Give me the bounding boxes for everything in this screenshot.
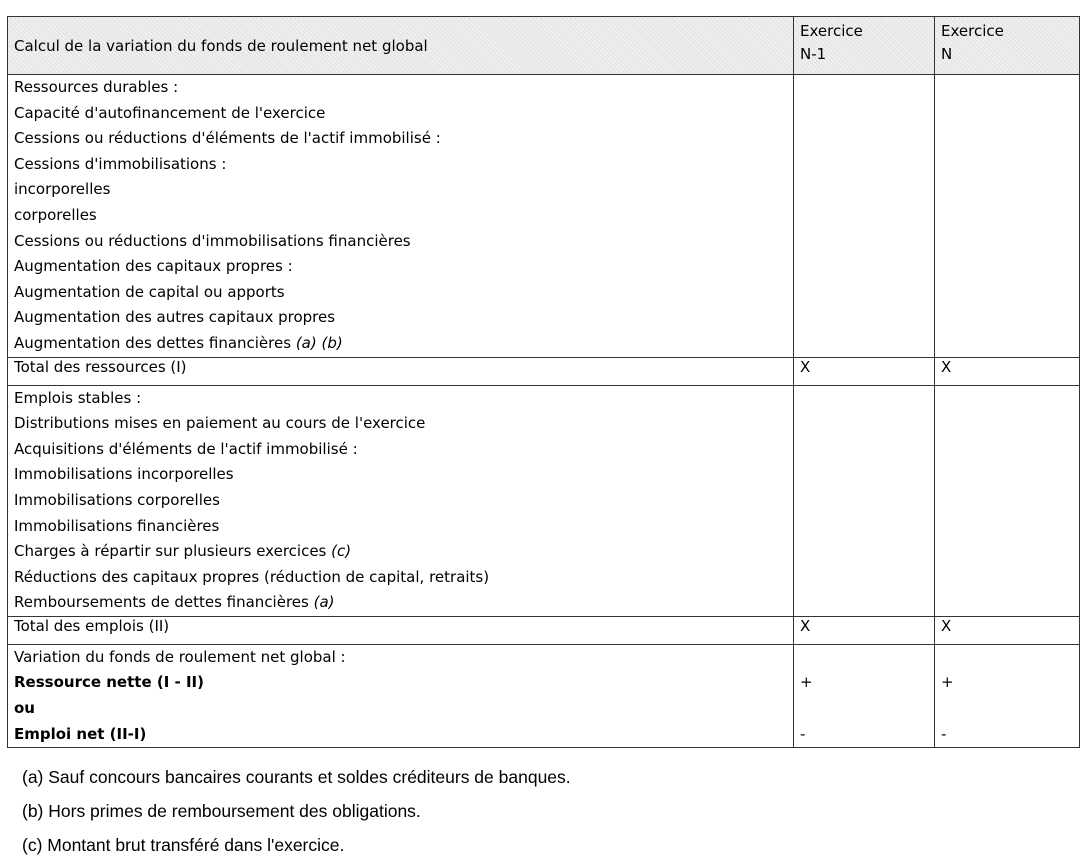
uses-line: Emplois stables : [14,388,142,407]
uses-curr-cell [935,385,1080,616]
uses-line: Immobilisations corporelles [14,490,220,509]
variation-title: Variation du fonds de roulement net global : [14,647,346,666]
footnote-c: (c) Montant brut transféré dans l'exercice. [22,835,345,855]
variation-lines [8,644,794,747]
footnote-a: (a) Sauf concours bancaires courants et soldes créditeurs de banques. [22,767,571,787]
total-uses-row [8,616,1080,644]
resources-line: Ressources durables : [14,78,179,96]
uses-line: Réductions des capitaux propres (réduction de capital, retraits) [14,567,490,586]
resources-line: Cessions d'immobilisations : [14,154,227,173]
variation-curr-cell [935,644,1080,747]
uses-prev-cell [794,385,935,616]
variation-prev-cell [794,644,935,747]
uses-line: Immobilisations incorporelles [14,465,234,484]
uses-lines [8,385,794,616]
total-resources-row [8,357,1080,385]
total-uses-curr: X [935,616,1080,644]
resources-lines [8,75,794,358]
column-header-prev: Exercice N-1 [794,17,935,75]
total-uses-prev: X [794,616,935,644]
resources-line: Cessions ou réductions d'immobilisations financières [14,231,411,250]
total-uses-label: Total des emplois (II) [8,616,794,644]
curr-minus-sign: - [941,724,947,743]
variation-section [8,644,1080,747]
resources-prev-cell [794,75,935,358]
fonds-roulement-table [7,16,1080,748]
footnote-ref-ab: (a) (b) [295,333,343,352]
resources-curr-cell [935,75,1080,358]
table-header-row [8,17,1080,75]
resources-line: corporelles [14,205,97,224]
curr-plus-sign: + [941,673,954,692]
total-resources-prev: X [794,357,935,385]
uses-line: Immobilisations financières [14,516,220,535]
uses-line: Remboursements de dettes financières (a) [14,593,335,612]
resources-line: Augmentation des capitaux propres : [14,257,293,276]
resources-line: incorporelles [14,180,111,199]
resources-line: Augmentation des dettes financières (a) (b) [14,333,343,352]
net-use-label: Emploi net (II-I) [14,724,147,743]
resources-line: Augmentation des autres capitaux propres [14,308,336,327]
resources-section [8,75,1080,358]
footnote-ref-a: (a) [313,593,335,612]
table-title: Calcul de la variation du fonds de roulement net global [8,17,794,75]
uses-line: Distributions mises en paiement au cours de l'exercice [14,414,426,433]
footnote-ref-c: (c) [331,542,352,561]
footnotes [22,760,571,862]
net-resource-label: Ressource nette (I - II) [14,673,204,692]
total-resources-curr: X [935,357,1080,385]
total-resources-label: Total des ressources (I) [8,357,794,385]
resources-line: Capacité d'autofinancement de l'exercice [14,103,326,122]
resources-line: Augmentation de capital ou apports [14,282,285,301]
uses-section [8,385,1080,616]
prev-minus-sign: - [800,724,806,743]
uses-line: Acquisitions d'éléments de l'actif immobilisé : [14,439,358,458]
prev-plus-sign: + [800,673,813,692]
or-label: ou [14,699,35,718]
footnote-b: (b) Hors primes de remboursement des obligations. [22,801,421,821]
resources-line: Cessions ou réductions d'éléments de l'actif immobilisé : [14,129,441,148]
uses-line: Charges à répartir sur plusieurs exercices (c) [14,542,352,561]
column-header-curr: Exercice N [935,17,1080,75]
